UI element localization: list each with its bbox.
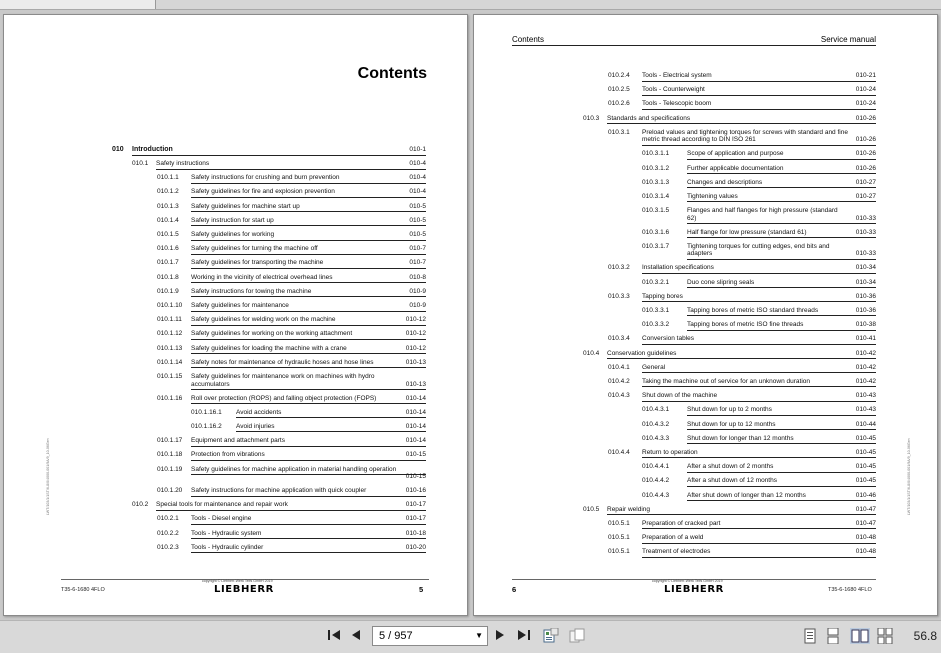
toc-entry-title[interactable] xyxy=(642,72,876,82)
header-left: Contents xyxy=(512,35,545,44)
toc-entry-title[interactable] xyxy=(191,466,426,476)
toc-entry-page: 010-16 xyxy=(405,487,426,494)
toc-entry-label: Standards and specifications xyxy=(607,114,691,122)
toc-entry-number: 010.1.7 xyxy=(157,259,179,267)
side-code: LWT/103/1/1ST/6-8/0/4000-001/9A/9_10-06Gen xyxy=(907,438,911,515)
toc-entry-label: Tapping bores of metric ISO fine threads xyxy=(687,321,804,329)
toc-entry-page: 010-26 xyxy=(855,136,876,144)
toc-entry-number: 010.1.9 xyxy=(157,287,179,295)
two-page-view-icon[interactable] xyxy=(850,628,870,644)
toc-entry-label: Tightening torques for cutting edges, end bits and adapters xyxy=(687,242,830,258)
toc-entry-number: 010.2.1 xyxy=(157,515,179,523)
toc-entry-page: 010-5 xyxy=(409,202,426,210)
toc-entry-label: After a shut down of 2 months xyxy=(687,463,774,471)
toc-entry-label: Avoid accidents xyxy=(236,408,282,416)
toc-entry-number: 010.1.4 xyxy=(157,216,179,224)
toc-entry-page: 010-42 xyxy=(855,363,876,371)
toc-entry-number: 010.2 xyxy=(132,501,149,509)
toc-entry-number: 010.1.12 xyxy=(157,330,183,338)
toc-entry-label: Safety guidelines for transporting the machine xyxy=(191,259,324,267)
toc-entry-label: Repair welding xyxy=(607,505,650,513)
toc-entry-number: 010.3.1.1 xyxy=(642,150,670,158)
toc-entry-title[interactable] xyxy=(687,435,876,445)
export-page-icon[interactable] xyxy=(569,628,583,644)
toc-entry-page: 010-42 xyxy=(855,349,876,357)
toc-entry-title[interactable] xyxy=(191,451,426,461)
first-page-icon[interactable] xyxy=(326,629,342,643)
toc-entry-page: 010-18 xyxy=(405,529,426,537)
toc-entry-number: 010.3.2.1 xyxy=(642,278,670,286)
toc-entry-page: 010-4 xyxy=(409,174,426,182)
toc-entry-number: 010.2.2 xyxy=(157,529,179,537)
toc-entry-title[interactable] xyxy=(236,409,426,419)
toc-entry-number: 010.3.1.3 xyxy=(642,178,670,186)
toc-entry-label: Tapping bores of metric ISO standard threads xyxy=(687,306,819,314)
toc-entry-page: 010-26 xyxy=(855,114,876,122)
toc-entry-title[interactable] xyxy=(191,288,426,298)
toc-entry-page: 010-24 xyxy=(855,86,876,94)
page-title: Contents xyxy=(357,65,427,82)
tab-strip xyxy=(0,0,941,10)
toc-entry-page: 010-4 xyxy=(409,188,426,196)
toc-entry-number: 010.1.2 xyxy=(157,188,179,196)
toc-entry-label: Safety guidelines for welding work on the machine xyxy=(191,316,336,324)
toc-entry-page: 010-48 xyxy=(855,548,876,556)
toc-entry-page: 010-14 xyxy=(405,394,426,402)
toc-entry-number: 010.4.3 xyxy=(608,392,630,400)
toc-entry-page: 010-41 xyxy=(855,335,876,343)
toc-entry-page: 010-45 xyxy=(855,463,876,471)
navigation-toolbar xyxy=(0,620,941,653)
toc-entry-title[interactable] xyxy=(642,534,876,544)
toc-entry-label: Safety guidelines for working on the working attachment xyxy=(191,330,353,338)
toc-entry-label: Working in the vicinity of electrical overhead lines xyxy=(191,273,333,281)
toc-entry-title[interactable] xyxy=(642,378,876,388)
toc-entry-number: 010.1.16.1 xyxy=(191,408,222,416)
toc-entry-number: 010.1.3 xyxy=(157,202,179,210)
toc-entry-label: General xyxy=(642,363,666,371)
toc-entry-title[interactable] xyxy=(191,302,426,312)
toc-entry-page: 010-42 xyxy=(855,377,876,385)
toc-entry-number: 010.5.1 xyxy=(608,519,630,527)
page-number-select[interactable] xyxy=(372,626,488,646)
toc-entry-number: 010.3.3.2 xyxy=(642,321,670,329)
toc-entry-page: 010-48 xyxy=(855,534,876,542)
toc-entry-title[interactable] xyxy=(687,193,876,203)
toc-entry-page: 010-17 xyxy=(405,501,426,509)
chapter-number: 010 xyxy=(112,146,124,153)
chevron-down-icon: ▼ xyxy=(475,631,483,640)
toc-entry-page: 010-26 xyxy=(855,150,876,158)
toc-entry-title[interactable] xyxy=(236,423,426,433)
toc-entry-number: 010.1.16 xyxy=(157,394,183,402)
toc-entry-title[interactable] xyxy=(191,188,426,198)
toc-entry-number: 010.5 xyxy=(583,505,600,513)
toc-entry-label: Preparation of cracked part xyxy=(642,519,721,527)
toc-entry-label: Roll over protection (ROPS) and falling object protection (FOPS) xyxy=(191,394,377,402)
toc-entry-page: 010-27 xyxy=(855,192,876,200)
liebherr-logo: LIEBHERR xyxy=(664,584,724,595)
footer-copyright: copyright © Liebherr-Werk Telfs GmbH 2019 xyxy=(202,579,273,583)
toc-entry-title[interactable] xyxy=(642,264,876,274)
toc-entry-label: Tools - Counterweight xyxy=(642,86,705,94)
toc-entry-label: After shut down of longer than 12 months xyxy=(687,491,806,499)
toc-entry-page: 010-45 xyxy=(855,448,876,456)
toc-entry-number: 010.4.4 xyxy=(608,448,630,456)
toc-entry-page: 010-17 xyxy=(405,515,426,523)
toc-entry-number: 010.1.20 xyxy=(157,487,183,494)
toc-entry-title[interactable] xyxy=(191,245,426,255)
next-page-icon[interactable] xyxy=(494,629,506,643)
toc-entry-page: 010-14 xyxy=(405,437,426,445)
toc-entry-number: 010.1.15 xyxy=(157,373,183,380)
toc-entry-page: 010-9 xyxy=(409,302,426,309)
toc-entry-page: 010-21 xyxy=(855,72,876,79)
toc-entry-label: Safety instructions for crushing and burn prevention xyxy=(191,174,340,182)
toc-entry-label: Equipment and attachment parts xyxy=(191,437,285,445)
toc-entry-label: Tools - Hydraulic cylinder xyxy=(191,543,264,551)
toc-entry-label: Tools - Electrical system xyxy=(642,72,712,79)
toc-entry-title[interactable] xyxy=(191,530,426,540)
toc-entry-page: 010-24 xyxy=(855,100,876,108)
toc-entry-label: Safety instructions xyxy=(156,160,210,167)
footer-doc-code: T35-6-1680 4FLO xyxy=(828,587,872,593)
toc-entry-title[interactable] xyxy=(607,506,876,516)
toc-entry-number: 010.5.1 xyxy=(608,548,630,556)
toc-entry-number: 010.3.1.6 xyxy=(642,228,670,236)
toc-entry-label: Preload values and tightening torques for screws with standard and fine metric thread according to DIN ISO 261 xyxy=(642,128,848,144)
toc-entry-number: 010.2.5 xyxy=(608,86,630,94)
toc-entry-title[interactable] xyxy=(687,406,876,416)
toc-entry-number: 010.1.17 xyxy=(157,437,183,445)
toc-entry-number: 010.3.1.4 xyxy=(642,192,670,200)
toc-entry-number: 010.4.4.2 xyxy=(642,477,670,485)
toc-entry-page: 010-33 xyxy=(855,250,876,258)
toc-entry-label: Duo cone slipring seals xyxy=(687,278,755,286)
toc-entry-title[interactable] xyxy=(642,364,876,374)
toc-entry-page: 010-7 xyxy=(409,245,426,253)
toc-entry-title[interactable] xyxy=(191,217,426,227)
toc-entry-page: 010-27 xyxy=(855,178,876,186)
toc-entry-title[interactable] xyxy=(687,165,876,175)
chapter-title-label: Introduction xyxy=(132,146,173,153)
toc-entry-label: Safety guidelines for machine start up xyxy=(191,202,300,210)
toc-entry-label: Safety instruction for start up xyxy=(191,216,274,224)
toc-entry-number: 010.4 xyxy=(583,349,600,357)
toc-entry-title[interactable] xyxy=(156,501,426,511)
toc-entry-page: 010-36 xyxy=(855,306,876,314)
toc-entry-label: Tools - Telescopic boom xyxy=(642,100,712,108)
toc-entry-label: Shut down for up to 2 months xyxy=(687,406,772,414)
toc-entry-page: 010-15 xyxy=(405,473,426,480)
toc-entry-label: Safety guidelines for working xyxy=(191,231,275,238)
toc-entry-number: 010.2.3 xyxy=(157,543,179,551)
toc-entry-title[interactable] xyxy=(642,449,876,459)
toc-entry-title[interactable] xyxy=(642,100,876,110)
toc-entry-page: 010-8 xyxy=(409,273,426,281)
toc-entry-number: 010.3.3 xyxy=(608,292,630,300)
toc-entry-number: 010.4.1 xyxy=(608,363,630,371)
toc-entry-label: Tools - Diesel engine xyxy=(191,515,252,523)
toc-entry-number: 010.1.5 xyxy=(157,231,179,238)
page-number-value: 5 / 957 xyxy=(379,630,413,642)
toc-entry-title[interactable] xyxy=(191,174,426,184)
toc-entry-page: 010-47 xyxy=(855,505,876,513)
toc-entry-page: 010-34 xyxy=(855,264,876,272)
toc-entry-page: 010-36 xyxy=(855,292,876,300)
toc-entry-title[interactable] xyxy=(642,129,876,146)
toc-entry-number: 010.1.6 xyxy=(157,245,179,253)
toc-entry-number: 010.1.19 xyxy=(157,465,183,473)
toc-entry-label: Safety guidelines for fire and explosion prevention xyxy=(191,188,335,196)
liebherr-logo: LIEBHERR xyxy=(214,584,274,595)
toc-entry-title[interactable] xyxy=(687,179,876,189)
footer-doc-code: T35-6-1680 4FLO xyxy=(61,587,105,593)
toc-entry-number: 010.1.8 xyxy=(157,273,179,281)
toc-entry-label: Taking the machine out of service for an unknown duration xyxy=(642,377,811,385)
toc-entry-label: Changes and descriptions xyxy=(687,178,763,186)
toc-entry-number: 010.1.13 xyxy=(157,344,183,352)
toc-entry-title[interactable] xyxy=(191,345,426,355)
toc-entry-page: 010-45 xyxy=(855,434,876,442)
toc-entry-page: 010-12 xyxy=(405,316,426,324)
toc-entry-title[interactable] xyxy=(687,229,876,239)
toc-entry-number: 010.5.1 xyxy=(608,534,630,542)
toc-entry-title[interactable] xyxy=(191,437,426,447)
toc-entry-number: 010.4.3.3 xyxy=(642,434,670,442)
toc-entry-page: 010-14 xyxy=(405,422,426,430)
toc-entry-title[interactable] xyxy=(191,373,426,390)
toc-entry-label: Preparation of a weld xyxy=(642,534,704,542)
toc-entry-label: Conversion tables xyxy=(642,335,695,343)
toc-entry-page: 010-20 xyxy=(405,543,426,551)
toc-entry-page: 010-33 xyxy=(855,214,876,222)
toc-entry-title[interactable] xyxy=(642,293,876,303)
prev-page-icon[interactable] xyxy=(350,629,362,643)
toc-entry-title[interactable] xyxy=(687,150,876,160)
toc-entry-page: 010-13 xyxy=(405,358,426,366)
toc-entry-number: 010.4.3.2 xyxy=(642,420,670,428)
toc-entry-label: Safety guidelines for loading the machine with a crane xyxy=(191,344,347,352)
toc-entry-title[interactable] xyxy=(642,86,876,96)
toc-entry-page: 010-46 xyxy=(855,491,876,499)
toc-entry-label: Safety guidelines for maintenance xyxy=(191,302,289,309)
toc-entry-label: Safety guidelines for machine application in material handling operation xyxy=(191,465,397,473)
page-number: 5 xyxy=(419,585,424,594)
toc-entry-number: 010.1.14 xyxy=(157,358,183,366)
toc-entry-page: 010-5 xyxy=(409,216,426,224)
toc-entry-number: 010.4.4.3 xyxy=(642,491,670,499)
toc-entry-number: 010.1.11 xyxy=(157,316,182,324)
toc-entry-label: Further applicable documentation xyxy=(687,164,784,172)
toc-entry-title[interactable] xyxy=(687,463,876,473)
toc-entry-title[interactable] xyxy=(191,359,426,369)
toc-entry-page: 010-4 xyxy=(409,160,426,167)
toc-entry-title[interactable] xyxy=(607,115,876,125)
toc-entry-label: Safety guidelines for turning the machine off xyxy=(191,245,318,253)
toc-entry-title[interactable] xyxy=(687,243,876,260)
header-rule xyxy=(512,45,876,46)
toc-entry-page: 010-43 xyxy=(855,392,876,400)
toc-entry-title[interactable] xyxy=(687,477,876,487)
toc-entry-page: 010-45 xyxy=(855,477,876,485)
toc-entry-number: 010.1 xyxy=(132,160,149,167)
toc-entry-title[interactable] xyxy=(156,160,426,170)
toc-entry-label: Conservation guidelines xyxy=(607,349,677,357)
two-page-continuous-icon[interactable] xyxy=(877,628,891,644)
toc-entry-number: 010.4.2 xyxy=(608,377,630,385)
toc-entry-label: Safety guidelines for maintenance work on machines with hydro accumulators xyxy=(191,373,375,388)
toc-entry-title[interactable] xyxy=(191,330,426,340)
toc-entry-page: 010-44 xyxy=(855,420,876,428)
toc-entry-title[interactable] xyxy=(191,203,426,213)
toc-entry-label: Safety instructions for machine application with quick coupler xyxy=(191,487,367,494)
toc-entry-label: Half flange for low pressure (standard 61) xyxy=(687,228,807,236)
toc-entry-label: Safety instructions for towing the machine xyxy=(191,287,312,295)
toc-entry-label: Avoid injuries xyxy=(236,422,275,430)
toc-entry-page: 010-15 xyxy=(405,451,426,459)
toc-entry-title[interactable] xyxy=(642,392,876,402)
toc-entry-page: 010-33 xyxy=(855,228,876,236)
toc-entry-page: 010-26 xyxy=(855,164,876,172)
toc-entry-label: Shut down for up to 12 months xyxy=(687,420,776,428)
page-6 xyxy=(473,14,938,616)
toc-entry-page: 010-5 xyxy=(409,231,426,238)
toc-entry-page: 010-12 xyxy=(405,344,426,352)
toc-entry-label: Tools - Hydraulic system xyxy=(191,529,262,537)
toc-entry-title[interactable] xyxy=(191,395,426,405)
page-number: 6 xyxy=(512,585,517,594)
toc-entry-label: Shut down for longer than 12 months xyxy=(687,434,794,442)
toc-entry-page: 010-47 xyxy=(855,519,876,527)
chapter-page: 010-1 xyxy=(409,146,426,153)
toc-entry-label: Special tools for maintenance and repair work xyxy=(156,501,288,509)
toc-entry-label: Flanges and half flanges for high pressure (standard 62) xyxy=(687,207,838,222)
toc-entry-title[interactable] xyxy=(191,487,426,497)
header-right: Service manual xyxy=(820,35,876,44)
toc-entry-page: 010-7 xyxy=(409,259,426,267)
toc-entry-number: 010.3.1.5 xyxy=(642,207,670,215)
toc-entry-title[interactable] xyxy=(687,421,876,431)
toc-entry-label: Return to operation xyxy=(642,448,698,456)
toc-entry-label: Shut down of the machine xyxy=(642,392,718,400)
toc-entry-number: 010.2.6 xyxy=(608,100,630,108)
toc-entry-title[interactable] xyxy=(191,274,426,284)
toc-entry-page: 010-13 xyxy=(405,380,426,388)
page-5 xyxy=(3,14,468,616)
toc-entry-page: 010-14 xyxy=(405,408,426,416)
toc-entry-number: 010.1.10 xyxy=(157,302,183,309)
toc-entry-title[interactable] xyxy=(191,316,426,326)
toc-entry-number: 010.1.16.2 xyxy=(191,422,222,430)
toc-entry-page: 010-34 xyxy=(855,278,876,286)
toc-entry-number: 010.1.1 xyxy=(157,174,179,182)
toc-entry-number: 010.3.1 xyxy=(608,128,630,136)
continuous-view-icon[interactable] xyxy=(826,628,840,644)
last-page-icon[interactable] xyxy=(516,629,532,643)
toc-entry-label: Protection from vibrations xyxy=(191,451,265,459)
toc-entry-label: Treatment of electrodes xyxy=(642,548,711,556)
toc-entry-number: 010.3.3.1 xyxy=(642,306,670,314)
zoom-level[interactable]: 56.8 xyxy=(913,629,937,643)
toc-entry-number: 010.2.4 xyxy=(608,72,630,79)
toc-entry-number: 010.3 xyxy=(583,114,600,122)
footer-copyright: copyright © Liebherr-Werk Telfs GmbH 2019 xyxy=(652,579,723,583)
toc-entry-title[interactable] xyxy=(642,335,876,345)
toc-entry-title[interactable] xyxy=(642,548,876,558)
chapter-title[interactable] xyxy=(132,146,426,156)
toc-entry-number: 010.3.4 xyxy=(608,335,630,343)
toc-entry-title[interactable] xyxy=(687,307,876,317)
toc-entry-label: Scope of application and purpose xyxy=(687,150,784,158)
toc-entry-title[interactable] xyxy=(191,515,426,525)
toc-entry-title[interactable] xyxy=(191,544,426,554)
toc-entry-title[interactable] xyxy=(191,259,426,269)
toc-entry-label: Tapping bores xyxy=(642,292,683,300)
toc-entry-page: 010-9 xyxy=(409,287,426,295)
toc-entry-title[interactable] xyxy=(607,350,876,360)
toc-entry-label: Tightening values xyxy=(687,192,738,200)
toc-entry-title[interactable] xyxy=(191,231,426,241)
toc-entry-number: 010.3.1.2 xyxy=(642,164,670,172)
side-code: LWT/103/1/1ST/6-8/0/4000-001/9A/9_10-06Gen xyxy=(46,438,50,515)
toc-entry-page: 010-12 xyxy=(405,330,426,338)
document-tab[interactable] xyxy=(0,0,156,9)
thumbnail-view-icon[interactable] xyxy=(543,628,557,644)
toc-entry-number: 010.3.2 xyxy=(608,264,630,272)
toc-entry-title[interactable] xyxy=(687,492,876,502)
toc-entry-title[interactable] xyxy=(687,279,876,289)
document-viewer xyxy=(0,10,941,620)
toc-entry-page: 010-43 xyxy=(855,406,876,414)
toc-entry-title[interactable] xyxy=(687,207,876,224)
toc-entry-title[interactable] xyxy=(642,520,876,530)
toc-entry-label: After a shut down of 12 months xyxy=(687,477,777,485)
toc-entry-number: 010.4.3.1 xyxy=(642,406,670,414)
single-page-view-icon[interactable] xyxy=(803,628,817,644)
toc-entry-number: 010.3.1.7 xyxy=(642,242,670,250)
toc-entry-label: Safety notes for maintenance of hydraulic hoses and hose lines xyxy=(191,358,374,366)
toc-entry-number: 010.4.4.1 xyxy=(642,463,670,471)
toc-entry-page: 010-38 xyxy=(855,321,876,329)
toc-entry-label: Installation specifications xyxy=(642,264,714,272)
toc-entry-number: 010.1.18 xyxy=(157,451,183,459)
toc-entry-title[interactable] xyxy=(687,321,876,331)
